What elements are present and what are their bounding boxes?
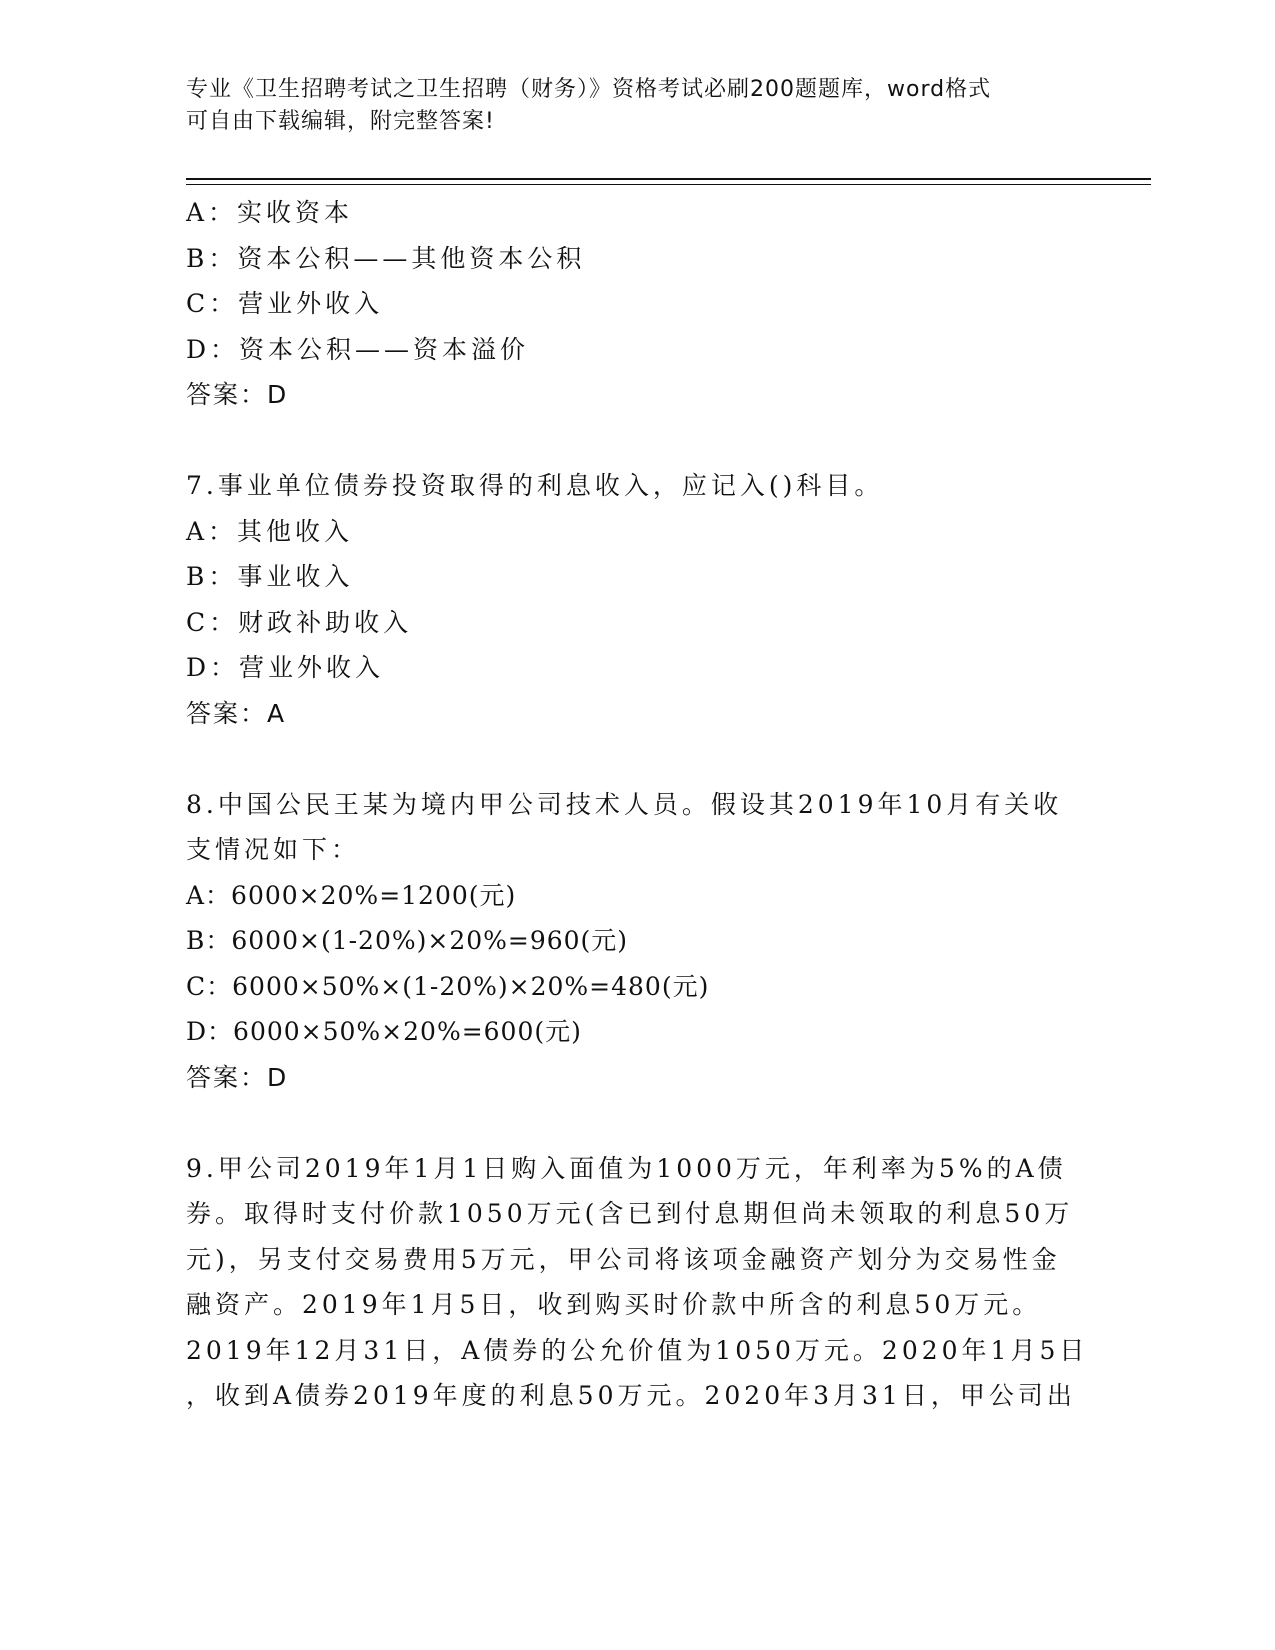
option-b: B：资本公积——其他资本公积: [186, 243, 586, 273]
question-gap: [186, 418, 1086, 464]
question-stem: 7.事业单位债券投资取得的利息收入，应记入()科目。: [186, 471, 884, 500]
answer-line: 答案：A: [186, 698, 287, 728]
question-stem-line-2: 券。取得时支付价款1050万元(含已到付息期但尚未领取的利息50万: [186, 1199, 1074, 1228]
document-header: [186, 74, 1066, 138]
answer-line: 答案：D: [186, 1062, 289, 1092]
answer-line: 答案：D: [186, 380, 289, 409]
question-stem-line-6: ，收到A债券2019年度的利息50万元。2020年3月31日，甲公司出: [186, 1381, 1076, 1410]
question-stem-line-3: 元)，另支付交易费用5万元，甲公司将该项金融资产划分为交易性金: [186, 1244, 1061, 1274]
question-stem-line-1: 9.甲公司2019年1月1日购入面值为1000万元，年利率为5%的A债: [186, 1153, 1067, 1183]
question-stem-line-4: 融资产。2019年1月5日，收到购买时价款中所含的利息50万元。: [186, 1290, 1042, 1319]
question-9: [186, 1146, 1089, 1419]
option-c: C：财政补助收入: [186, 607, 413, 637]
option-d: D：6000×50%×20%=600(元): [186, 1017, 582, 1046]
option-d: D：营业外收入: [186, 653, 385, 682]
option-c: C：6000×50%×(1-20%)×20%=480(元): [186, 971, 710, 1001]
option-d: D：资本公积——资本溢价: [186, 334, 530, 364]
option-a: A：6000×20%=1200(元): [186, 880, 517, 910]
header-rule-thin: [186, 184, 1151, 185]
option-a: A：实收资本: [186, 198, 354, 227]
header-line-2: 可自由下载编辑，附完整答案!: [186, 109, 495, 134]
option-a: A：其他收入: [186, 516, 354, 546]
question-list: [186, 190, 1089, 1419]
option-b: B：6000×(1-20%)×20%=960(元): [186, 926, 629, 955]
option-b: B：事业收入: [186, 562, 354, 591]
question-stem-line-1: 8.中国公民王某为境内甲公司技术人员。假设其2019年10月有关收: [186, 789, 1063, 819]
question-stem-line-2: 支情况如下：: [186, 835, 361, 864]
option-c: C：营业外收入: [186, 289, 384, 318]
question-8: [186, 782, 1086, 1101]
question-6-tail: [186, 190, 1086, 418]
question-gap: [186, 1100, 1086, 1146]
question-stem-line-5: 2019年12月31日，A债券的公允价值为1050万元。2020年1月5日: [186, 1335, 1089, 1365]
header-rule-thick: [186, 178, 1151, 180]
question-gap: [186, 736, 1086, 782]
question-7: [186, 463, 1086, 736]
header-line-1: 专业《卫生招聘考试之卫生招聘（财务）》资格考试必刷200题题库，word格式: [186, 77, 992, 102]
